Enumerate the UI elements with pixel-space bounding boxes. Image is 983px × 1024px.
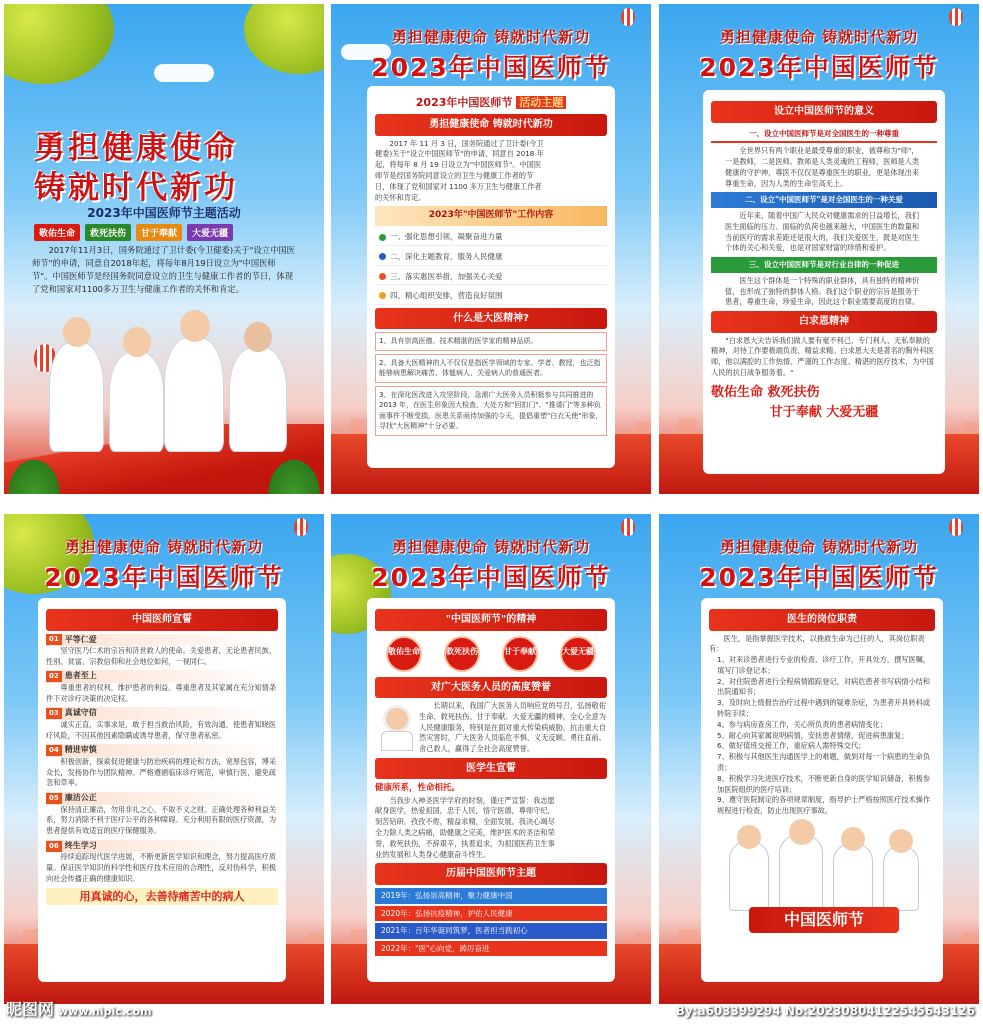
nurse-illustration <box>164 337 224 452</box>
oath-heading: 03 真诚守信 <box>46 707 278 719</box>
cloud-decoration <box>154 64 214 82</box>
watermark-right: By:a603399294 No:20230804122545643126 <box>675 1004 975 1018</box>
header-slogan: 勇担健康使命 铸就时代新功 <box>64 538 264 556</box>
spirit-pill: 敬佑生命 <box>386 636 422 672</box>
duty-line: 1、对来诊患者进行专业的检查、诊疗工作，开具处方，撰写医嘱，填写门诊登记本； <box>717 655 931 675</box>
cover-subtitle: 2023年中国医师节主题活动 <box>87 206 241 220</box>
cover-tag-list <box>34 224 233 241</box>
festival-banner: 中国医师节 <box>749 907 899 933</box>
poster-duties <box>659 514 979 1004</box>
tag-1: 救死扶伤 <box>85 224 131 241</box>
section-heading: 三、设立中国医师节是对行业自律的一种促进 <box>711 257 937 273</box>
card-title: 中国医师宣誓 <box>46 609 278 631</box>
content-card <box>367 598 615 982</box>
balloon-icon <box>294 518 308 536</box>
duty-line: 9、遵守医院制定的各项规章制度，指导护士严格按照医疗技术操作规程进行检查，防止出现医疗事故。 <box>717 795 931 816</box>
oath-text: 保持清正廉洁，勿用非礼之心，不取不义之财。正确处理各种利益关系，努力消除不利于医疗公平的各种障碍。充分利用有限的医疗资源，为患者提供有效适宜的医疗保健服务。 <box>46 804 277 836</box>
spirit-pill-list <box>375 636 607 672</box>
oath-heading: 02 患者至上 <box>46 670 278 682</box>
header-slogan: 勇担健康使命 铸就时代新功 <box>391 538 591 556</box>
cover-paragraph: 2017年11月3日，国务院通过了卫计委(今卫健委)关于"设立中国医师节"的申请，同意自2018年起，将每年8月19日设立为"中国医师节"。中国医师节是经国务院同意设立的卫生与健康工作者的节日，体现了党和国家对1100多万卫生与健康工作者的关怀和肯定。 <box>32 245 295 294</box>
poster-physician-oath <box>4 514 324 1004</box>
section-text: 全世界只有两个职业是最受尊重的职业，被尊称为"师"，一是教师，二是医师。教师是人类灵魂的工程师，医师是人类健康的守护神，尊医不仅仅是尊重医生的职业，更是体现出来尊重生命，因为人类的生命至高无上。 <box>725 146 920 188</box>
intro-text: 2017 年 11 月 3 日，国务院通过了卫计委(今卫健委)关于"设立中国医师节"的申请，同意自 2018 年起，将每年 8 月 19 日设立为"中国医师节"。中国医师节是经国务院同意设立的卫生与健康工作者的节日，体现了党和国家对 1100 多万卫生与健康工作者的关怀和肯定。 <box>375 138 544 202</box>
oath-text: 尊重患者的权利，维护患者的利益。尊重患者及其家属在充分知情条件下对诊疗决策的决定权。 <box>46 682 277 703</box>
oath-text: 当我步入神圣医学学府的时刻，谨庄严宣誓：我志愿献身医学，热爱祖国，忠于人民，恪守医德，尊师守纪，刻苦钻研，孜孜不倦，精益求精，全面发展。我决心竭尽全力除人类之病痛，助健康之完美，维护医术的圣洁和荣誉，救死扶伤，不辞艰辛，执着追求，为祖国医药卫生事业的发展和人类身心健康奋斗终生。 <box>375 795 555 859</box>
medical-staff-illustration <box>709 821 935 941</box>
theme-item: 2020年：弘扬抗疫精神，护佑人民健康 <box>375 906 607 922</box>
nurse-illustration <box>109 352 164 452</box>
card-title: 2023年中国医师节 活动主题 <box>375 94 607 111</box>
spirit-item: 2、具备大医精神的人不仅仅是指医学领域的专家、学者、教授，也泛指能够病患解决痛苦、体恤病人、关爱病人的普通医者。 <box>375 354 607 383</box>
spirit-item: 1、具有崇高医德、技术精湛的医学家的精神品质。 <box>375 332 607 351</box>
doctor-illustration <box>229 347 287 452</box>
content-card <box>367 86 615 468</box>
duty-line: 4、参与病房查房工作，关心所负责的患者病情变化； <box>717 719 887 729</box>
content-card <box>38 598 286 982</box>
cover-title-line2: 铸就时代新功 <box>34 170 238 206</box>
duty-line: 8、积极学习先进医疗技术，不断更新自身的医学知识储备，积极参加医院组织的医疗培训； <box>717 773 931 794</box>
header-festival: 2023年中国医师节 <box>699 563 939 592</box>
card-title: 医生的岗位职责 <box>709 609 935 631</box>
oath-footer: 用真诚的心，去善待痛苦中的病人 <box>46 888 278 905</box>
section-heading: 二、设立"中国医师节"是对全国医生的一种关爱 <box>711 192 937 208</box>
motto-line2: 甘于奉献 大爱无疆 <box>769 404 879 420</box>
oath-text: 持续追踪现代医学进展，不断更新医学知识和理念，努力提高医疗质量。保证医学知识的科学性和医疗技术应用的合理性，反对伪科学，积极向社会传播正确的健康知识。 <box>46 852 277 883</box>
tag-0: 敬佑生命 <box>34 224 80 241</box>
duty-line: 医生，是指掌握医学技术，以挽救生命为己任的人，其岗位职责有： <box>709 633 925 654</box>
balloon-icon <box>949 8 963 26</box>
doctor-cartoon-icon <box>375 701 419 751</box>
balloon-icon <box>621 8 635 26</box>
themes-title: 历届中国医师节主题 <box>375 863 607 885</box>
content-card <box>703 90 945 474</box>
poster-cover <box>4 4 324 494</box>
praise-text: 长期以来，我国广大医务人员响应党的号召，弘扬敬佑生命、救死扶伤、甘于奉献、大爱无疆的精神，全心全意为人民健康服务，特别是在面对重大传染病威胁、抗击重大自然灾害时，广大医务人员临危不惧、义无反顾、勇往直前、舍己救人，赢得了全社会高度赞誉。 <box>419 701 606 754</box>
tree-decoration <box>4 4 114 84</box>
praise-title: 对广大医务人员的高度赞誉 <box>375 677 607 699</box>
oath-title: 医学生宣誓 <box>375 758 607 780</box>
header-festival: 2023年中国医师节 <box>371 563 611 592</box>
theme-item: 2021年：百年华诞同筑梦，医者担当践初心 <box>375 923 607 939</box>
spirit-pill: 救死扶伤 <box>444 636 480 672</box>
motto-line1: 敬佑生命 救死扶伤 <box>711 384 820 400</box>
content-card <box>701 598 943 982</box>
oath-heading: 05 廉洁公正 <box>46 792 278 804</box>
spirit-title: 什么是大医精神? <box>375 308 607 330</box>
work-item: 二、深化主题教育，服务人民健康 <box>375 249 607 266</box>
balloon-icon <box>621 518 635 536</box>
tag-2: 甘于奉献 <box>136 224 182 241</box>
oath-heading: 01 平等仁爱 <box>46 634 278 646</box>
grass-decoration <box>4 454 64 494</box>
spirit-pill: 甘于奉献 <box>502 636 538 672</box>
grass-decoration <box>264 454 324 494</box>
section-text: 医生这个群体是一个特殊的职业群体，具有独特的精神价值，也形成了独特的群体人格。我们这个职业的宗旨是服务于患者，尊重生命，珍爱生命，因此这个职业需要高度的自律。 <box>725 275 920 307</box>
praise-block <box>375 701 607 755</box>
oath-head: 健康所系，性命相托。 <box>375 783 461 794</box>
duty-line: 5、耐心向其家属说明病情，安抚患者情绪，促进病患康复； <box>717 730 909 740</box>
spirit-pill: 大爱无疆 <box>560 636 596 672</box>
work-item: 四、精心组织安排，营造良好氛围 <box>375 288 607 305</box>
bethune-title: 白求恩精神 <box>711 311 937 333</box>
section-heading: 一、设立中国医师节是对全国医生的一种尊重 <box>711 126 937 144</box>
cover-title-line1: 勇担健康使命 <box>34 130 238 166</box>
work-title: 2023年"中国医师节"工作内容 <box>375 206 607 226</box>
duty-line: 7、积极与其他医生沟通医学上的难题，做到对每一个病患的生命负责； <box>717 752 931 773</box>
bethune-text: "白求恩大夫告诉我们做人要有毫不利己、专门利人、无私奉献的精神，对待工作要极端负责、精益求精。白求恩大夫是著名的胸外科医师，他以满腔的工作热情、严谨的工作态度、精湛的医疗技术，为中国人民的抗日战争服务着。" <box>711 335 934 378</box>
slogan-ribbon: 勇担健康使命 铸就时代新功 <box>375 114 607 136</box>
tag-3: 大爱无疆 <box>187 224 233 241</box>
tree-decoration <box>244 4 324 74</box>
section-text: 近年来，随着中国广大民众对健康需求的日益增长，我们医生面临的压力、面临的负荷也越来越大，中国医生的数量和当前医疗的需求差距还是很大的，我们关爱医生，既是对医生个体的关心和关爱，也是对国家财富的珍惜和爱护。 <box>725 210 920 253</box>
header-slogan: 勇担健康使命 铸就时代新功 <box>719 28 919 46</box>
header-slogan: 勇担健康使命 铸就时代新功 <box>719 538 919 556</box>
poster-activity-theme <box>331 4 651 494</box>
doctor-illustration <box>49 342 104 452</box>
header-festival: 2023年中国医师节 <box>699 53 939 82</box>
poster-spirit <box>331 514 651 1004</box>
card-title: 设立中国医师节的意义 <box>711 101 937 123</box>
oath-text: 坚守医乃仁术的宗旨和济世救人的使命。关爱患者，无论患者民族、性别、贫富、宗教信仰和社会地位如何，一视同仁。 <box>46 645 277 666</box>
header-festival: 2023年中国医师节 <box>44 563 284 592</box>
poster-significance <box>659 4 979 494</box>
oath-text: 积极创新，探索促进健康与防治疾病的理论和方法，宽厚包容，博采众长，发扬协作与团队精神。严格遵循临床诊疗规范，审慎行医，避免疏忽和草率。 <box>46 756 277 788</box>
theme-item: 2022年："医"心向党，踔厉奋进 <box>375 941 607 957</box>
spirit-item: 3、在深化医改进入攻坚阶段，急需广大医务人员积极参与共同推进的 2013 年，在医生形象因大检查、大处方和"回扣门"、"推诿门"等多种负面事件不断受损，医患关系亟待加强的今天，提倡重塑"白衣天使"形象，寻找"大医精神"十分必要。 <box>375 386 607 436</box>
oath-text: 诚实正直，实事求是，敢于担当救治风险，有效沟通，使患者知晓医疗风险，不因其他因素隐瞒或诱导患者，保守患者私密。 <box>46 719 277 740</box>
oath-heading: 04 精进审慎 <box>46 744 278 756</box>
duty-line: 3、及时向上级报告治疗过程中遇到的疑难杂症，为患者开具转科或转院手续； <box>717 698 931 719</box>
duty-line: 6、做好值班交接工作，重症病人需特殊交代； <box>717 741 866 751</box>
balloon-icon <box>949 518 963 536</box>
duty-line: 2、对住院患者进行全程病情跟踪登记，对病危患者书写病情小结和出院通知书； <box>717 676 931 697</box>
watermark-left: 昵图网 www.nipic.com <box>6 1000 152 1019</box>
oath-heading: 06 终生学习 <box>46 840 278 852</box>
work-item: 三、落实惠医举措，加强关心关爱 <box>375 269 607 286</box>
header-slogan: 勇担健康使命 铸就时代新功 <box>391 28 591 46</box>
card-title: "中国医师节"的精神 <box>375 609 607 631</box>
header-festival: 2023年中国医师节 <box>371 53 611 82</box>
theme-item: 2019年：弘扬崇高精神，聚力健康中国 <box>375 888 607 904</box>
work-item: 一、强化思想引领，凝聚奋进力量 <box>375 229 607 246</box>
